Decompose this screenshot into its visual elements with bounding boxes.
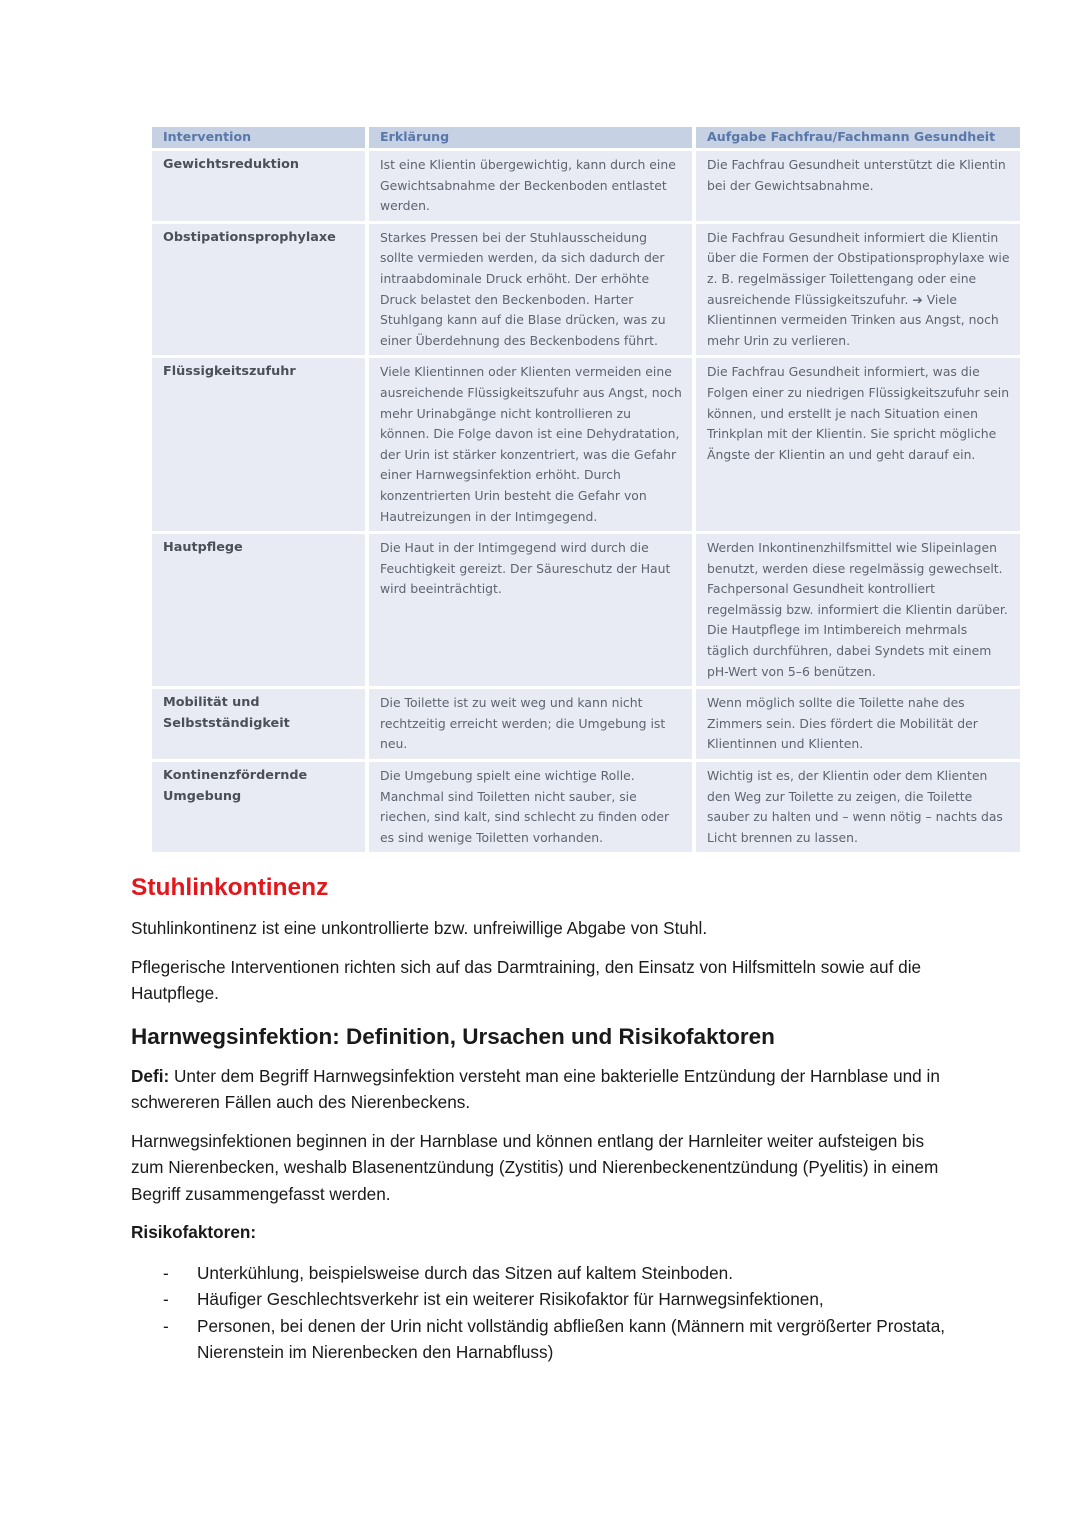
- document-body: [131, 868, 961, 1366]
- table-row: [152, 355, 1020, 531]
- stuhlinkontinenz-definition: Stuhlinkontinenz ist eine unkontrollierte bzw. unfreiwillige Abgabe von Stuhl.: [131, 918, 708, 938]
- stuhlinkontinenz-heading: Stuhlinkontinenz: [131, 874, 329, 901]
- table-row: [152, 531, 1020, 686]
- row-explanation: Starkes Pressen bei der Stuhlausscheidung sollte vermieden werden, da sich dadurch der intraabdominale Druck erhöht. Der erhöhte Druck belastet den Beckenboden. Harter Stuhlgang kann auf die Blase drücken, was zu einer Überdehnung des Beckenbodens führt.: [369, 221, 696, 356]
- defi-text: Unter dem Begriff Harnwegsinfektion versteht man eine bakterielle Entzündung der Harnblase und in schwereren Fällen auch des Nierenbeckens.: [131, 1065, 940, 1112]
- row-intervention: Hautpflege: [152, 531, 369, 686]
- header-aufgabe: Aufgabe Fachfrau/Fachmann Gesundheit: [696, 127, 1020, 148]
- row-intervention: Kontinenzfördernde Umgebung: [152, 759, 369, 852]
- table-row: [152, 686, 1020, 759]
- list-item-text: Häufiger Geschlechtsverkehr ist ein weiterer Risikofaktor für Harnwegsinfektionen,: [197, 1289, 824, 1309]
- intervention-table-container: [152, 127, 1020, 852]
- harnwegsinfektion-heading: Harnwegsinfektion: Definition, Ursachen und Risikofaktoren: [131, 1023, 775, 1049]
- row-task: Wenn möglich sollte die Toilette nahe des Zimmers sein. Dies fördert die Mobilität der Klientinnen und Klienten.: [696, 686, 1020, 759]
- risikofaktoren-list: [131, 1260, 961, 1366]
- dash-bullet: -: [163, 1289, 169, 1309]
- row-task: Die Fachfrau Gesundheit informiert die Klientin über die Formen der Obstipationsprophylaxe wie z. B. regelmässiger Toilettengang oder eine ausreichende Flüssigkeitszufuhr. ➔ Viele Klientinnen vermeiden Trinken aus Angst, noch mehr Urin zu verlieren.: [696, 221, 1020, 356]
- risikofaktoren-label-text: Risikofaktoren:: [131, 1222, 257, 1242]
- row-explanation: Ist eine Klientin übergewichtig, kann durch eine Gewichtsabnahme der Beckenboden entlastet werden.: [369, 148, 696, 221]
- row-intervention: Mobilität und Selbstständigkeit: [152, 686, 369, 759]
- list-item-text: Personen, bei denen der Urin nicht vollständig abfließen kann (Männern mit vergrößerter Prostata, Nierenstein im Nierenbecken den Harnabfluss): [197, 1315, 946, 1362]
- list-item: [131, 1286, 961, 1313]
- header-intervention: Intervention: [152, 127, 369, 148]
- harnwegsinfektion-description: Harnwegsinfektionen beginnen in der Harnblase und können entlang der Harnleiter weiter aufsteigen bis zum Nierenbecken, weshalb Blasenentzündung (Zystitis) und Nierenbeckenentzündung (Pyelitis) in einem Begriff zusammengefasst werden.: [131, 1130, 939, 1204]
- table-row: [152, 759, 1020, 852]
- table-header-row: [152, 127, 1020, 148]
- row-task: Die Fachfrau Gesundheit unterstützt die Klientin bei der Gewichtsabnahme.: [696, 148, 1020, 221]
- row-explanation: Die Haut in der Intimgegend wird durch die Feuchtigkeit gereizt. Der Säureschutz der Haut wird beeinträchtigt.: [369, 531, 696, 686]
- defi-label: Defi:: [131, 1065, 170, 1086]
- intervention-table: [152, 127, 1020, 852]
- stuhlinkontinenz-interventions: Pflegerische Interventionen richten sich auf das Darmtraining, den Einsatz von Hilfsmitteln sowie auf die Hautpflege.: [131, 956, 922, 1003]
- row-intervention: Flüssigkeitszufuhr: [152, 355, 369, 531]
- list-item: [131, 1313, 961, 1366]
- row-intervention: Gewichtsreduktion: [152, 148, 369, 221]
- table-row: [152, 148, 1020, 221]
- row-explanation: Die Toilette ist zu weit weg und kann nicht rechtzeitig erreicht werden; die Umgebung ist neu.: [369, 686, 696, 759]
- table-row: [152, 221, 1020, 356]
- dash-bullet: -: [163, 1315, 169, 1336]
- row-task: Die Fachfrau Gesundheit informiert, was die Folgen einer zu niedrigen Flüssigkeitszufuhr sein können, und erstellt je nach Situation einen Trinkplan mit der Klientin. Sie spricht mögliche Ängste der Klientin an und geht darauf ein.: [696, 355, 1020, 531]
- row-explanation: Die Umgebung spielt eine wichtige Rolle. Manchmal sind Toiletten nicht sauber, sie riechen, sind kalt, sind schlecht zu finden oder es sind wenige Toiletten vorhanden.: [369, 759, 696, 852]
- row-task: Wichtig ist es, der Klientin oder dem Klienten den Weg zur Toilette zu zeigen, die Toilette sauber zu halten und – wenn nötig – nachts das Licht brennen zu lassen.: [696, 759, 1020, 852]
- row-task: Werden Inkontinenzhilfsmittel wie Slipeinlagen benutzt, werden diese regelmässig gewechselt. Fachpersonal Gesundheit kontrolliert regelmässig bzw. informiert die Klientin darüber. Die Hautpflege im Intimbereich mehrmals täglich durchführen, dabei Syndets mit einem pH-Wert von 5–6 benützen.: [696, 531, 1020, 686]
- harnwegsinfektion-definition: [131, 1063, 961, 1116]
- dash-bullet: -: [163, 1262, 169, 1283]
- list-item-text: Unterkühlung, beispielsweise durch das Sitzen auf kaltem Steinboden.: [197, 1262, 733, 1283]
- risikofaktoren-label: [131, 1219, 961, 1246]
- row-explanation: Viele Klientinnen oder Klienten vermeiden eine ausreichende Flüssigkeitszufuhr aus Angst, noch mehr Urinabgänge nicht kontrollieren zu können. Die Folge davon ist eine Dehydratation, der Urin ist stärker konzentriert, was die Gefahr einer Harnwegsinfektion erhöht. Durch konzentrierten Urin besteht die Gefahr von Hautreizungen in der Intimgegend.: [369, 355, 696, 531]
- header-erklaerung: Erklärung: [369, 127, 696, 148]
- list-item: [131, 1260, 961, 1287]
- row-intervention: Obstipationsprophylaxe: [152, 221, 369, 356]
